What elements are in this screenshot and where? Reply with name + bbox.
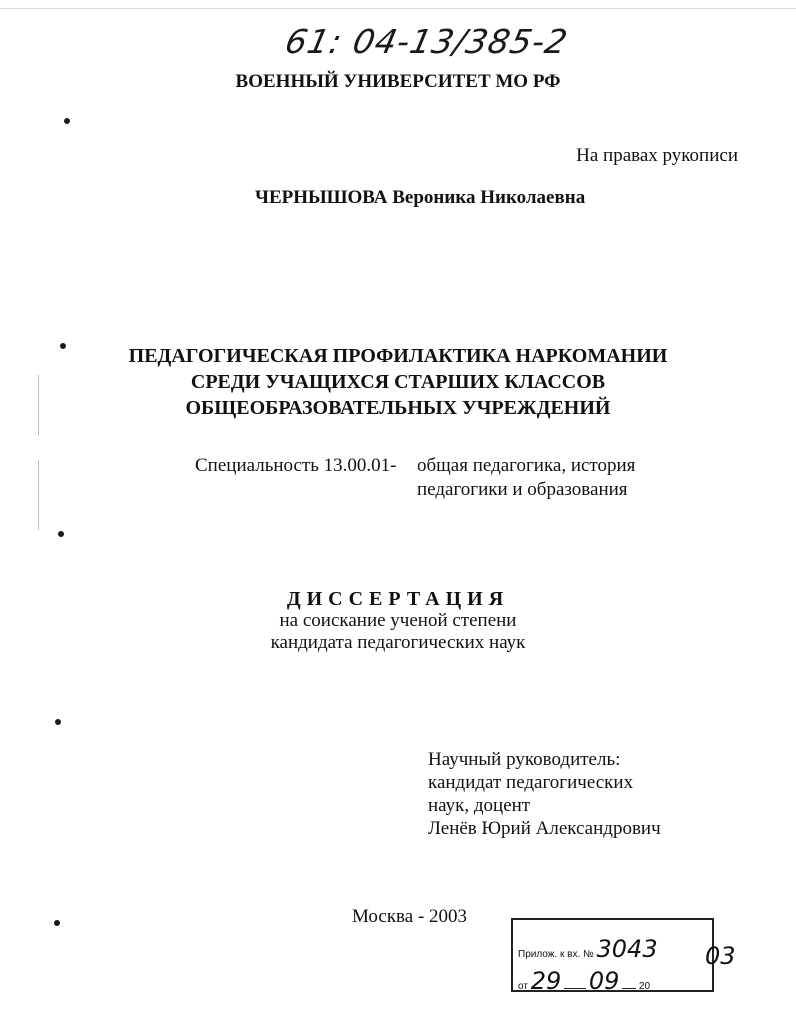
stamp-month: 09 xyxy=(588,967,620,995)
university-name: ВОЕННЫЙ УНИВЕРСИТЕТ МО РФ xyxy=(235,71,561,92)
title-line-3: ОБЩЕОБРАЗОВАТЕЛЬНЫХ УЧРЕЖДЕНИЙ xyxy=(185,397,611,419)
stamp-date-underline-1 xyxy=(564,988,586,989)
top-rule xyxy=(0,8,796,9)
handwritten-archive-number: 61: 04-13/385-2 xyxy=(281,22,572,61)
dissertation-block xyxy=(0,588,796,654)
advisor-degree-2: наук, доцент xyxy=(428,795,531,816)
title-line-1: ПЕДАГОГИЧЕСКАЯ ПРОФИЛАКТИКА НАРКОМАНИИ xyxy=(128,345,668,367)
rights-note: На правах рукописи xyxy=(576,145,738,166)
stamp-date-underline-2 xyxy=(622,988,636,989)
stamp-appendix-row xyxy=(518,935,658,963)
title-line-2: СРЕДИ УЧАЩИХСЯ СТАРШИХ КЛАССОВ xyxy=(190,371,606,393)
scan-margin-line xyxy=(38,375,39,435)
specialty-block xyxy=(195,454,635,502)
stamp-appendix-number: 3043 xyxy=(596,935,658,963)
degree-line-1: на соискание ученой степени xyxy=(279,610,517,631)
specialty-description-2: педагогики и образования xyxy=(417,479,628,500)
punch-dot xyxy=(64,118,70,124)
stamp-year-prefix: 20 xyxy=(638,981,651,992)
punch-dot xyxy=(54,920,60,926)
advisor-role: Научный руководитель: xyxy=(428,749,621,770)
author-name: ЧЕРНЫШОВА Вероника Николаевна xyxy=(255,187,586,208)
stamp-from-label: от xyxy=(518,981,528,992)
stamp-date-row xyxy=(518,967,650,995)
stamp-day: 29 xyxy=(530,967,562,995)
advisor-degree-1: кандидат педагогических xyxy=(428,772,634,793)
specialty-code: Специальность 13.00.01- xyxy=(195,455,397,476)
stamp-year-suffix: 03 xyxy=(705,942,736,970)
advisor-name: Ленёв Юрий Александрович xyxy=(428,818,661,839)
punch-dot xyxy=(60,343,66,349)
advisor-block xyxy=(428,748,661,840)
punch-dot xyxy=(55,719,61,725)
scan-margin-line xyxy=(38,460,39,530)
registration-stamp xyxy=(511,918,714,995)
stamp-appendix-label: Прилож. к вх. № xyxy=(518,949,594,960)
punch-dot xyxy=(58,531,64,537)
degree-line-2: кандидата педагогических наук xyxy=(270,632,526,653)
specialty-description-1: общая педагогика, история xyxy=(417,455,636,476)
dissertation-heading: ДИССЕРТАЦИЯ xyxy=(286,588,510,610)
dissertation-title xyxy=(0,343,796,421)
city-year: Москва - 2003 xyxy=(352,906,468,927)
